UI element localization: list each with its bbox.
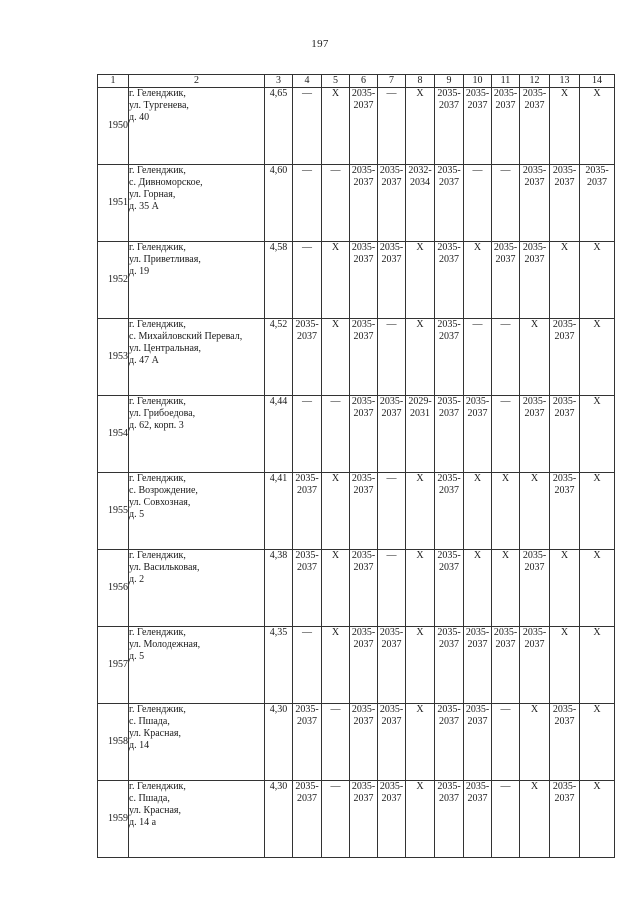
value-cell: X — [406, 88, 435, 165]
value-cell: X — [406, 242, 435, 319]
column-header: 7 — [378, 75, 406, 88]
table-row — [98, 473, 615, 550]
value-cell: 2035- 2037 — [378, 627, 406, 704]
value-cell: 2035- 2037 — [520, 550, 550, 627]
page-number: 197 — [311, 38, 329, 50]
row-number: 1954 — [98, 396, 129, 473]
column-header: 14 — [580, 75, 615, 88]
value-cell: 2035- 2037 — [435, 781, 464, 858]
value-cell: 2035- 2037 — [464, 781, 492, 858]
rating-cell: 4,35 — [265, 627, 293, 704]
value-cell: 2035- 2037 — [435, 704, 464, 781]
value-cell: 2032- 2034 — [406, 165, 435, 242]
table-row — [98, 396, 615, 473]
rating-cell: 4,52 — [265, 319, 293, 396]
column-header: 13 — [550, 75, 580, 88]
column-header: 8 — [406, 75, 435, 88]
row-number: 1957 — [98, 627, 129, 704]
rating-cell: 4,44 — [265, 396, 293, 473]
value-cell: 2035- 2037 — [435, 396, 464, 473]
value-cell: 2035- 2037 — [520, 242, 550, 319]
column-header: 4 — [293, 75, 322, 88]
value-cell: X — [322, 242, 350, 319]
row-number: 1959 — [98, 781, 129, 858]
value-cell: — — [464, 319, 492, 396]
value-cell: 2035- 2037 — [378, 396, 406, 473]
value-cell: — — [464, 165, 492, 242]
value-cell: X — [580, 627, 615, 704]
value-cell: X — [406, 781, 435, 858]
value-cell: X — [322, 319, 350, 396]
value-cell: — — [492, 165, 520, 242]
row-number: 1951 — [98, 165, 129, 242]
value-cell: — — [492, 319, 520, 396]
value-cell: — — [322, 704, 350, 781]
column-header: 10 — [464, 75, 492, 88]
row-number: 1958 — [98, 704, 129, 781]
table-row — [98, 242, 615, 319]
column-header: 5 — [322, 75, 350, 88]
value-cell: 2035- 2037 — [550, 165, 580, 242]
value-cell: 2035- 2037 — [350, 242, 378, 319]
value-cell: X — [464, 473, 492, 550]
value-cell: X — [520, 473, 550, 550]
value-cell: 2035- 2037 — [378, 242, 406, 319]
value-cell: 2035- 2037 — [550, 781, 580, 858]
value-cell: X — [520, 781, 550, 858]
value-cell: X — [406, 627, 435, 704]
value-cell: 2035- 2037 — [293, 550, 322, 627]
rating-cell: 4,41 — [265, 473, 293, 550]
value-cell: 2035- 2037 — [520, 627, 550, 704]
value-cell: — — [293, 396, 322, 473]
value-cell: — — [378, 88, 406, 165]
value-cell: X — [492, 473, 520, 550]
value-cell: 2035- 2037 — [520, 165, 550, 242]
value-cell: 2035- 2037 — [378, 704, 406, 781]
address-cell: г. Геленджик, ул. Молодежная, д. 5 — [129, 627, 265, 704]
value-cell: — — [322, 396, 350, 473]
value-cell: 2035- 2037 — [492, 627, 520, 704]
value-cell: X — [322, 550, 350, 627]
value-cell: 2035- 2037 — [435, 242, 464, 319]
column-header: 6 — [350, 75, 378, 88]
value-cell: — — [378, 550, 406, 627]
registry-table — [97, 74, 615, 858]
value-cell: X — [580, 473, 615, 550]
table-row — [98, 627, 615, 704]
value-cell: 2035- 2037 — [435, 550, 464, 627]
value-cell: 2035- 2037 — [550, 319, 580, 396]
column-header: 2 — [129, 75, 265, 88]
address-cell: г. Геленджик, с. Пшада, ул. Красная, д. 14 а — [129, 781, 265, 858]
value-cell: X — [464, 242, 492, 319]
value-cell: 2035- 2037 — [550, 473, 580, 550]
address-cell: г. Геленджик, с. Возрождение, ул. Совхозная, д. 5 — [129, 473, 265, 550]
rating-cell: 4,65 — [265, 88, 293, 165]
address-cell: г. Геленджик, ул. Васильковая, д. 2 — [129, 550, 265, 627]
value-cell: X — [580, 396, 615, 473]
value-cell: 2035- 2037 — [350, 550, 378, 627]
value-cell: — — [322, 781, 350, 858]
row-number: 1952 — [98, 242, 129, 319]
value-cell: X — [580, 781, 615, 858]
value-cell: 2035- 2037 — [435, 165, 464, 242]
value-cell: — — [492, 781, 520, 858]
table-row — [98, 550, 615, 627]
value-cell: — — [378, 473, 406, 550]
value-cell: 2035- 2037 — [350, 88, 378, 165]
value-cell: X — [550, 88, 580, 165]
table-row — [98, 704, 615, 781]
value-cell: 2035- 2037 — [378, 165, 406, 242]
table-row — [98, 88, 615, 165]
value-cell: X — [550, 550, 580, 627]
value-cell: — — [293, 165, 322, 242]
value-cell: 2035- 2037 — [293, 473, 322, 550]
value-cell: — — [293, 627, 322, 704]
value-cell: 2035- 2037 — [520, 88, 550, 165]
value-cell: X — [406, 473, 435, 550]
value-cell: X — [580, 242, 615, 319]
value-cell: X — [580, 704, 615, 781]
value-cell: 2035- 2037 — [464, 88, 492, 165]
column-header: 9 — [435, 75, 464, 88]
value-cell: 2035- 2037 — [580, 165, 615, 242]
address-cell: г. Геленджик, ул. Грибоедова, д. 62, корп. 3 — [129, 396, 265, 473]
value-cell: 2035- 2037 — [350, 165, 378, 242]
value-cell: 2035- 2037 — [293, 781, 322, 858]
value-cell: X — [520, 704, 550, 781]
value-cell: X — [580, 550, 615, 627]
value-cell: 2035- 2037 — [350, 704, 378, 781]
value-cell: — — [322, 165, 350, 242]
value-cell: 2035- 2037 — [293, 704, 322, 781]
value-cell: 2035- 2037 — [350, 319, 378, 396]
value-cell: — — [492, 704, 520, 781]
value-cell: 2035- 2037 — [378, 781, 406, 858]
address-cell: г. Геленджик, ул. Тургенева, д. 40 — [129, 88, 265, 165]
value-cell: — — [293, 242, 322, 319]
value-cell: 2035- 2037 — [492, 242, 520, 319]
address-cell: г. Геленджик, с. Дивноморское, ул. Горная, д. 35 А — [129, 165, 265, 242]
value-cell: — — [293, 88, 322, 165]
value-cell: 2035- 2037 — [464, 704, 492, 781]
value-cell: 2035- 2037 — [550, 396, 580, 473]
value-cell: 2035- 2037 — [350, 396, 378, 473]
value-cell: 2035- 2037 — [520, 396, 550, 473]
rating-cell: 4,58 — [265, 242, 293, 319]
value-cell: X — [406, 550, 435, 627]
rating-cell: 4,30 — [265, 781, 293, 858]
row-number: 1953 — [98, 319, 129, 396]
rating-cell: 4,30 — [265, 704, 293, 781]
value-cell: 2035- 2037 — [492, 88, 520, 165]
value-cell: X — [322, 88, 350, 165]
column-header: 11 — [492, 75, 520, 88]
value-cell: 2035- 2037 — [435, 319, 464, 396]
value-cell: X — [464, 550, 492, 627]
value-cell: 2035- 2037 — [435, 88, 464, 165]
address-cell: г. Геленджик, ул. Приветливая, д. 19 — [129, 242, 265, 319]
value-cell: 2035- 2037 — [464, 396, 492, 473]
address-cell: г. Геленджик, с. Пшада, ул. Красная, д. 14 — [129, 704, 265, 781]
rating-cell: 4,60 — [265, 165, 293, 242]
value-cell: X — [322, 627, 350, 704]
value-cell: X — [520, 319, 550, 396]
value-cell: X — [406, 704, 435, 781]
column-header: 3 — [265, 75, 293, 88]
value-cell: X — [492, 550, 520, 627]
row-number: 1950 — [98, 88, 129, 165]
row-number: 1956 — [98, 550, 129, 627]
value-cell: X — [550, 242, 580, 319]
value-cell: 2035- 2037 — [350, 473, 378, 550]
table-row — [98, 165, 615, 242]
row-number: 1955 — [98, 473, 129, 550]
value-cell: X — [322, 473, 350, 550]
value-cell: 2035- 2037 — [464, 627, 492, 704]
value-cell: — — [492, 396, 520, 473]
value-cell: X — [550, 627, 580, 704]
value-cell: 2035- 2037 — [350, 781, 378, 858]
value-cell: X — [580, 319, 615, 396]
value-cell: 2029- 2031 — [406, 396, 435, 473]
value-cell: 2035- 2037 — [350, 627, 378, 704]
value-cell: 2035- 2037 — [550, 704, 580, 781]
column-header: 1 — [98, 75, 129, 88]
rating-cell: 4,38 — [265, 550, 293, 627]
table-body — [98, 88, 615, 858]
value-cell: 2035- 2037 — [293, 319, 322, 396]
address-cell: г. Геленджик, с. Михайловский Перевал, ул. Центральная, д. 47 А — [129, 319, 265, 396]
column-header: 12 — [520, 75, 550, 88]
header-row — [98, 75, 615, 88]
value-cell: 2035- 2037 — [435, 627, 464, 704]
value-cell: 2035- 2037 — [435, 473, 464, 550]
value-cell: — — [378, 319, 406, 396]
value-cell: X — [580, 88, 615, 165]
table-row — [98, 319, 615, 396]
value-cell: X — [406, 319, 435, 396]
table-row — [98, 781, 615, 858]
